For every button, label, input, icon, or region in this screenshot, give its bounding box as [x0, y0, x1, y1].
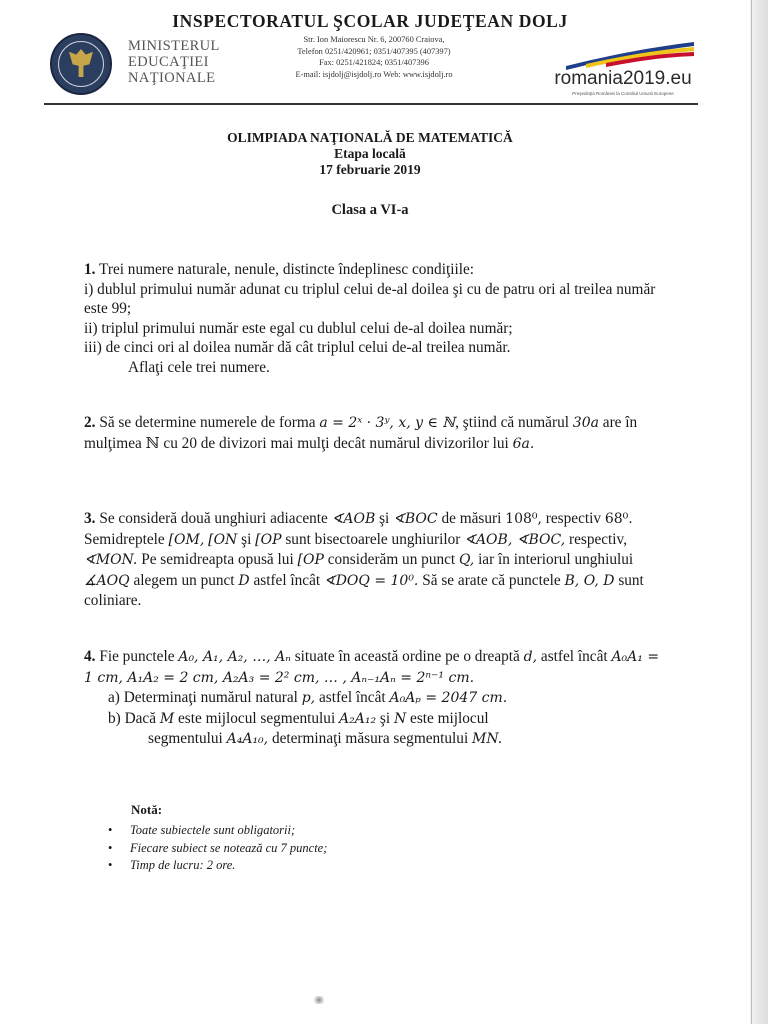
- problem-4-part-a: [84, 688, 668, 709]
- problem-4-part-b-continued: [84, 729, 668, 750]
- problem-3: [84, 509, 668, 611]
- part-b-text-5: segmentului: [148, 730, 223, 748]
- contact-phone: Telefon 0251/420961; 0351/407395 (407397): [297, 46, 451, 56]
- problem-4-text-4: încât: [577, 648, 608, 665]
- point-q: Q,: [459, 552, 475, 569]
- ray-op: [OP: [255, 531, 282, 548]
- problem-1-condition-iii: iii) de cinci ori al doilea număr dă cât triplul celui de-al treilea număr.: [84, 339, 511, 357]
- problem-3-text-2: de măsuri: [441, 510, 502, 527]
- exam-date: 17 februarie 2019: [319, 162, 421, 177]
- romanian-government-seal-icon: [50, 33, 112, 95]
- problem-3-text-11: astfel încât: [253, 571, 321, 589]
- note-item: • Toate subiectele sunt obligatorii;: [108, 822, 327, 840]
- problem-2-form: a = 2ˣ · 3ʸ, x, y ∈ ℕ: [319, 415, 456, 431]
- part-a-equation: A₀Aₚ = 2047 cm.: [389, 690, 508, 707]
- measure-68: 68⁰.: [604, 511, 633, 527]
- contact-email-web: E-mail: isjdolj@isjdolj.ro Web: www.isjdolj.ro: [295, 69, 453, 79]
- angle-doq: ∢DOQ = 10⁰.: [323, 572, 419, 589]
- segment-a2a12: A₂A₁₂: [339, 710, 377, 727]
- points-sequence: A₀, A₁, A₂, …, Aₙ: [178, 649, 291, 665]
- segment-lengths: A₀A₁ = 1 cm, A₁A₂ = 2 cm, A₂A₃ = 2² cm, … , Aₙ₋₁Aₙ = 2ⁿ⁻¹ cm.: [84, 649, 660, 686]
- institution-title: INSPECTORATUL ŞCOLAR JUDEŢEAN DOLJ: [172, 11, 568, 31]
- part-a-text: Determinaţi numărul natural: [123, 689, 298, 707]
- segment-a4a10: A₄A₁₀,: [226, 731, 269, 748]
- problem-3-text-6: respectiv,: [568, 530, 628, 548]
- romania2019-logo: [554, 40, 698, 100]
- problem-3-text-12: Să se arate că punctele: [422, 571, 561, 589]
- problem-3-text-5: sunt bisectoarele unghiurilor: [285, 530, 461, 548]
- contact-fax: Fax: 0251/421824; 0351/407396: [319, 58, 429, 67]
- problem-1-number: 1.: [84, 261, 96, 278]
- problem-3-and: şi: [379, 510, 390, 527]
- note-item: • Fiecare subiect se notează cu 7 puncte;: [108, 840, 327, 858]
- points-bod: B, O, D: [564, 572, 615, 589]
- romania2019-tagline: Preşedinţia României la Consiliul Uniunii Europene: [572, 91, 674, 96]
- problem-4-part-b: [84, 709, 668, 730]
- exam-title: OLIMPIADA NAŢIONALĂ DE MATEMATICĂ: [227, 130, 513, 145]
- point-d: D: [238, 572, 250, 589]
- problem-2-text-1: Să se determine numerele de forma: [99, 414, 316, 431]
- ministry-line-3: NAŢIONALE: [128, 70, 216, 86]
- exam-heading: [0, 130, 740, 178]
- part-b-text-4: este mijlocul: [410, 709, 489, 727]
- problem-3-text-10: alegem un punct: [133, 571, 235, 589]
- note-label: Notă:: [131, 802, 163, 817]
- letterhead-divider: [44, 103, 698, 105]
- part-a-p: p,: [301, 690, 316, 707]
- problem-3-text-13: sunt coliniare.: [84, 571, 644, 610]
- angle-boc: ∢BOC: [393, 511, 438, 527]
- ministry-line-2: EDUCAŢIEI: [128, 54, 209, 70]
- contact-address: Str. Ion Maiorescu Nr. 6, 200760 Craiova,: [303, 35, 445, 44]
- problem-3-text-3: respectiv: [545, 510, 602, 527]
- problem-2-6a: 6a.: [512, 435, 535, 452]
- exam-class: Clasa a VI-a: [331, 202, 409, 218]
- problem-4-number: 4.: [84, 648, 96, 665]
- ministry-line-1: MINISTERUL: [128, 38, 220, 54]
- problem-1-intro: Trei numere naturale, nenule, distincte îndeplinesc condiţiile:: [99, 261, 474, 278]
- contact-block: [258, 34, 490, 80]
- problem-3-number: 3.: [84, 510, 96, 527]
- exam-stage: Etapa locală: [334, 146, 406, 161]
- measure-108: 108⁰,: [505, 511, 542, 527]
- problem-3-text-7: Pe semidreapta opusă lui: [141, 551, 294, 569]
- note-list: [108, 822, 327, 875]
- problem-4-text-1: Fie punctele: [99, 648, 175, 665]
- part-a-text-2: astfel încât: [318, 689, 386, 707]
- scan-page-edge: [750, 0, 768, 1024]
- part-b-text-3: şi: [379, 709, 391, 727]
- problem-1-question: Aflaţi cele trei numere.: [128, 358, 270, 376]
- problem-1-condition-i: i) dublul primului număr adunat cu triplul celui de-al doilea şi cu de patru ori al treilea număr este 99;: [84, 280, 656, 318]
- problem-3-text-1: Se consideră două unghiuri adiacente: [99, 510, 328, 527]
- angles-list: ∢AOB, ∢BOC,: [464, 531, 566, 548]
- problem-3-text-9: iar în interiorul unghiului: [478, 551, 634, 569]
- note-item: • Timp de lucru: 2 ore.: [108, 857, 327, 875]
- angle-aoq: ∡AOQ: [84, 572, 130, 589]
- problem-3-and-2: şi: [241, 530, 252, 548]
- scan-smudge: [312, 996, 326, 1004]
- problem-2-number: 2.: [84, 414, 96, 431]
- problem-3-text-4: Semidreptele: [84, 530, 165, 548]
- part-b-text-1: Dacă: [124, 709, 156, 727]
- angle-aob: ∢AOB: [331, 511, 376, 527]
- ray-op-2: [OP: [297, 552, 324, 569]
- romania2019-logo-text: romania2019.eu: [554, 68, 692, 89]
- scan-page-edge-line: [751, 0, 752, 1024]
- problem-2-30a: 30a: [572, 415, 599, 431]
- segment-mn: MN.: [472, 731, 503, 748]
- part-b-text-2: este mijlocul segmentului: [178, 709, 336, 727]
- problem-2-text-2: , ştiind că numărul: [455, 414, 569, 431]
- line-d: d,: [523, 649, 538, 665]
- problem-1-condition-ii: ii) triplul primului număr este egal cu dublul celui de-al doilea număr;: [84, 319, 513, 337]
- ray-om: [OM,: [168, 531, 205, 548]
- part-b-text-6: determinaţi măsura segmentului: [271, 730, 469, 748]
- problem-4-text-3: astfel: [540, 648, 575, 665]
- problem-3-text-8: considerăm un punct: [327, 551, 456, 569]
- problem-2-text-3: are în mulţimea ℕ cu 20 de divizori mai mulţi decât numărul divizorilor lui: [84, 414, 638, 452]
- ray-on: [ON: [208, 531, 238, 548]
- problem-4: [84, 647, 668, 750]
- point-m: M: [159, 710, 175, 727]
- problem-4-text-2: situate în această ordine pe o dreaptă: [294, 648, 520, 665]
- point-n: N: [393, 710, 407, 727]
- part-a-label: a): [108, 689, 120, 707]
- problem-2: [84, 413, 668, 454]
- part-b-label: b): [108, 709, 121, 727]
- angle-mon: ∢MON.: [84, 552, 138, 569]
- problem-1: [84, 260, 668, 378]
- ministry-name: [128, 38, 220, 86]
